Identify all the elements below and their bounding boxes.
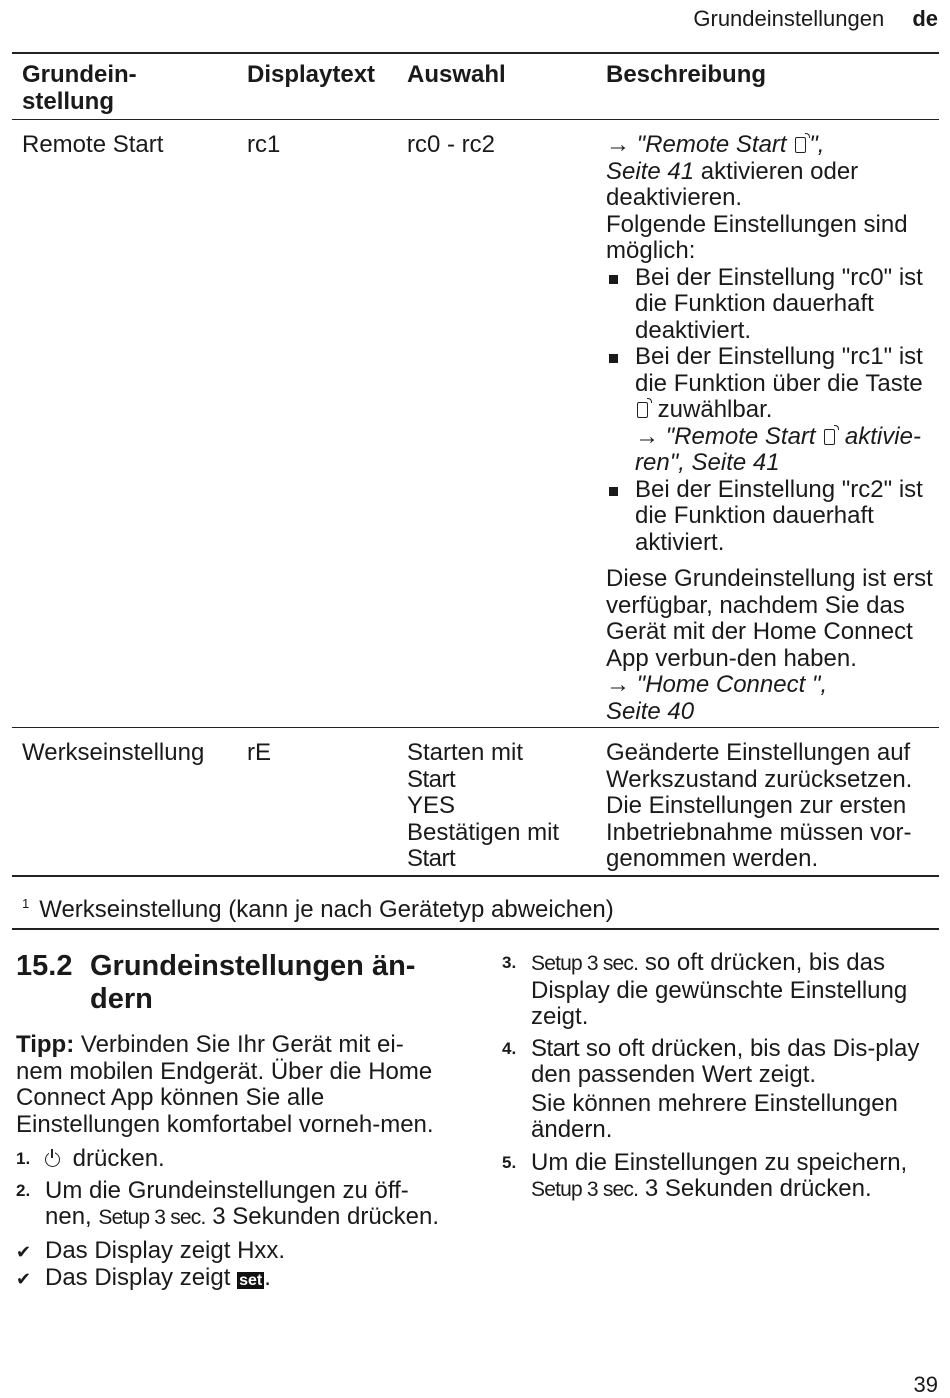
- choice-line: Bestätigen mit: [407, 818, 560, 846]
- link-text: → "Remote Start: [606, 131, 794, 158]
- cell-setting: Werkseinstellung: [12, 728, 237, 876]
- tip-paragraph: [16, 1032, 448, 1138]
- result-text: Das Display zeigt: [45, 1264, 238, 1291]
- table-footnote: [12, 896, 939, 930]
- list-item: [606, 344, 935, 477]
- steps-list-left: [16, 1146, 448, 1232]
- footnote-text: Werkseinstellung (kann je nach Gerätetyp abweichen): [39, 896, 614, 923]
- header-language-code: de: [912, 6, 938, 31]
- step-number: 5.: [502, 1152, 517, 1172]
- footnote-mark: 1: [22, 896, 30, 911]
- link-text: → "Remote Start: [635, 422, 823, 450]
- link-suffix: aktivieren oder deaktivieren.: [606, 157, 859, 211]
- tip-label: Tipp:: [16, 1031, 75, 1058]
- link-page-ref: Seite 40: [606, 697, 695, 725]
- list-item: Bei der Einstellung "rc0" ist die Funktion dauerhaft deaktiviert.: [606, 265, 935, 345]
- table-row-remote-start: [12, 120, 939, 728]
- section-number: 15.2: [16, 950, 73, 982]
- col-header-description: Beschreibung: [596, 52, 939, 120]
- step-text: drücken.: [66, 1145, 165, 1172]
- step-text: Um die Grundeinstellungen zu öff-nen,: [45, 1176, 409, 1230]
- availability-note: Diese Grundeinstellung ist erst verfügbar, nachdem Sie das Gerät mit der Home Connect App verbun-den haben.: [606, 565, 933, 672]
- options-list: [606, 265, 935, 557]
- home-connect-link[interactable]: [606, 672, 935, 725]
- remote-start-icon: [795, 137, 806, 153]
- step-text: so oft drücken, bis das Display die gewünschte Einstellung zeigt.: [531, 949, 908, 1030]
- table-row-factory-reset: [12, 728, 939, 876]
- cell-description: Geänderte Einstellungen auf Werkszustand zurücksetzen. Die Einstellungen zur ersten Inbetriebnahme müssen vor-genommen werden.: [596, 728, 939, 876]
- col-header-setting: Grundein- stellung: [12, 52, 237, 120]
- step-number: 3.: [502, 953, 517, 972]
- page-number: 39: [913, 1372, 938, 1397]
- start-key-label: Start: [407, 845, 456, 872]
- list-item-text: Bei der Einstellung "rc1" ist die Funktion über die Taste: [635, 343, 923, 397]
- setup-key-label: Setup 3 sec.: [531, 1178, 639, 1201]
- step-text: so oft drücken, bis das Dis-play den passenden Wert zeigt.: [531, 1034, 920, 1088]
- step-text-end: 3 Sekunden drücken.: [205, 1203, 440, 1230]
- cell-choice: [397, 728, 596, 876]
- options-intro: Folgende Einstellungen sind möglich:: [606, 210, 908, 264]
- link-text-end: ",: [809, 131, 825, 158]
- col-header-displaytext: Displaytext: [237, 52, 397, 120]
- remote-start-activate-link[interactable]: [635, 423, 921, 477]
- section-left-column: [16, 950, 448, 1296]
- choice-line: YES: [407, 792, 456, 819]
- step-item: [502, 1150, 942, 1204]
- setup-key-label: Setup 3 sec.: [98, 1206, 206, 1229]
- table-header-row: [12, 52, 939, 120]
- header-section-title: Grundeinstellungen: [693, 6, 885, 31]
- start-key-label: Start: [407, 765, 456, 793]
- link-text: → "Home Connect ",: [606, 671, 828, 698]
- step-item: [16, 1146, 448, 1173]
- section-heading: [16, 950, 448, 1016]
- result-item: [16, 1265, 448, 1295]
- check-icon: ✔: [16, 1241, 32, 1262]
- settings-table: [12, 52, 939, 877]
- choice-line: Starten mit: [407, 739, 524, 766]
- setup-key-label: Setup 3 sec.: [531, 952, 639, 975]
- tip-text: Verbinden Sie Ihr Gerät mit ei-nem mobilen Endgerät. Über die Home Connect App können Sie alle Einstellungen komfortabel vorneh-men.: [16, 1031, 434, 1138]
- section-title: Grundeinstellungen än-dern: [90, 950, 416, 1015]
- cell-description: [596, 120, 939, 728]
- cell-displaytext: rc1: [237, 120, 397, 728]
- display-set-badge: set: [239, 1272, 263, 1289]
- check-icon: ✔: [16, 1269, 32, 1289]
- section-right-column: [502, 950, 942, 1209]
- running-header: [693, 6, 938, 32]
- step-number: 1.: [16, 1149, 31, 1168]
- start-key-label: Start: [531, 1034, 580, 1062]
- result-item: [16, 1238, 448, 1265]
- remote-start-icon: [824, 429, 835, 445]
- step-number: 2.: [16, 1180, 31, 1200]
- cell-choice: rc0 - rc2: [397, 120, 596, 728]
- step-item: [502, 950, 942, 1031]
- steps-list-right: [502, 950, 942, 1204]
- step-item: [502, 1036, 942, 1144]
- link-page-ref: Seite 41: [606, 157, 695, 185]
- step-note: Sie können mehrere Einstellungen ändern.: [531, 1089, 898, 1143]
- step-number: 4.: [502, 1038, 517, 1058]
- cell-displaytext: rE: [237, 728, 397, 876]
- step-text: Um die Einstellungen zu speichern,: [531, 1148, 908, 1176]
- remote-start-icon: [637, 402, 648, 418]
- col-header-choice: Auswahl: [397, 52, 596, 120]
- results-list: [16, 1238, 448, 1295]
- remote-start-link[interactable]: [606, 132, 935, 212]
- result-text: Das Display zeigt Hxx.: [45, 1236, 286, 1264]
- cell-setting: Remote Start: [12, 120, 237, 728]
- result-text-end: .: [264, 1264, 271, 1291]
- list-item-text-end: zuwählbar.: [651, 396, 773, 423]
- step-item: [16, 1178, 448, 1232]
- list-item: Bei der Einstellung "rc2" ist die Funktion dauerhaft aktiviert.: [606, 477, 935, 557]
- link-text-end: aktivie-ren", Seite 41: [635, 422, 921, 476]
- step-text-end: 3 Sekunden drücken.: [638, 1175, 872, 1202]
- power-icon: [45, 1152, 60, 1167]
